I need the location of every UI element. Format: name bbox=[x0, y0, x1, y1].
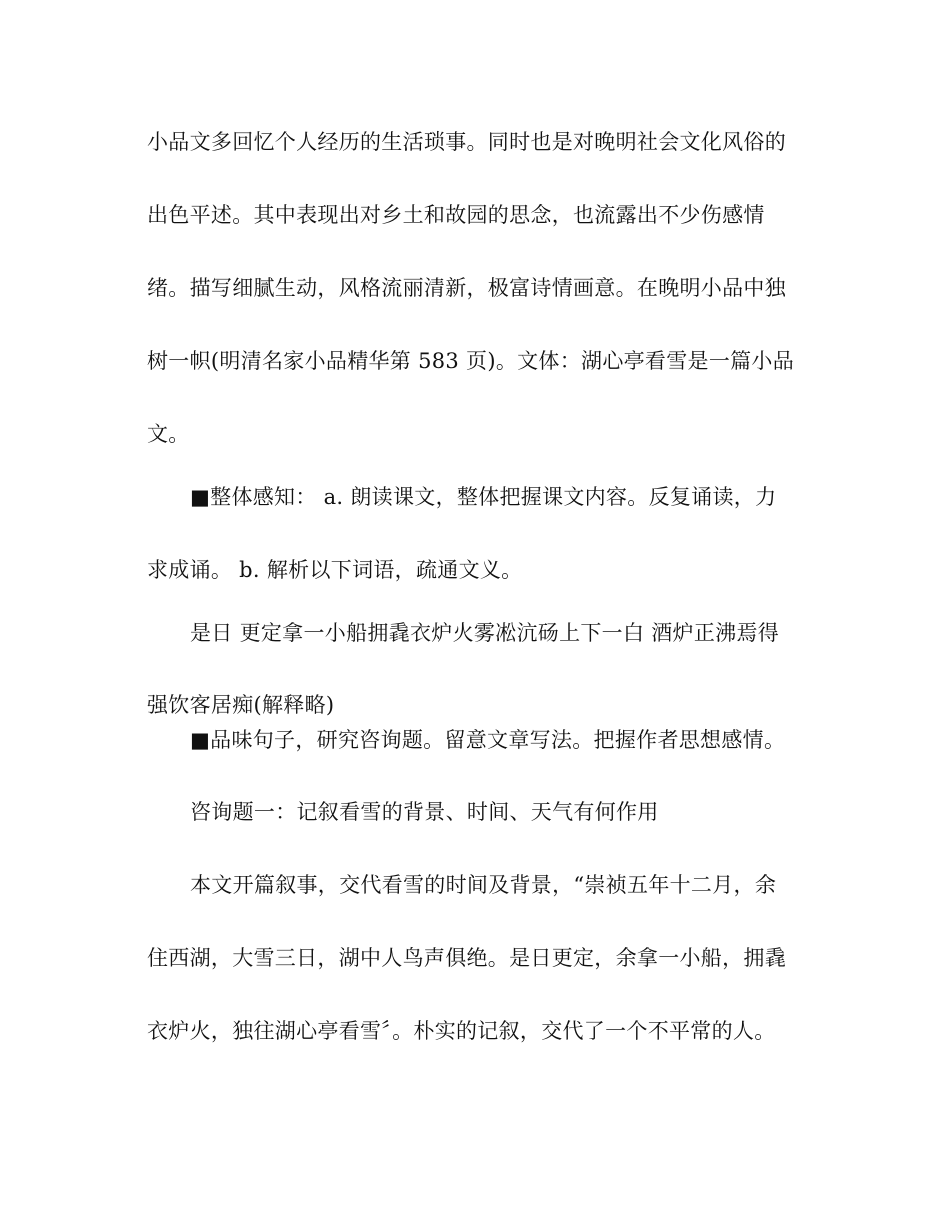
paragraph-line-2: 出色平述。其中表现出对乡土和故园的思念，也流露出不少伤感情 bbox=[147, 203, 765, 227]
vocabulary-line-1: 是日 更定拿一小船拥毳衣炉火雾凇沆砀上下一白 酒炉正沸焉得 bbox=[190, 621, 780, 645]
paragraph-line-4: 树一帜(明清名家小品精华第 583 页)。文体：湖心亭看雪是一篇小品 bbox=[147, 349, 795, 373]
answer-line-1: 本文开篇叙事，交代看雪的时间及背景，“崇祯五年十二月，余 bbox=[190, 873, 777, 897]
vocabulary-line-2: 强饮客居痴(解释略) bbox=[147, 693, 335, 717]
answer-line-3: 衣炉火，独往湖心亭看雪〞。朴实的记叙，交代了一个不平常的人。 bbox=[147, 1019, 776, 1043]
section-sentence-study: ■品味句子，研究咨询题。留意文章写法。把握作者思想感情。 bbox=[190, 728, 786, 752]
paragraph-line-5: 文。 bbox=[147, 422, 190, 446]
question-one-heading: 咨询题一：记叙看雪的背景、时间、天气有何作用 bbox=[190, 800, 659, 824]
paragraph-line-3: 绪。描写细腻生动，风格流丽清新，极富诗情画意。在晚明小品中独 bbox=[147, 276, 786, 300]
answer-line-2: 住西湖，大雪三日，湖中人鸟声俱绝。是日更定，余拿一小船，拥毳 bbox=[147, 946, 786, 970]
section-overall-perception: ■整体感知： a. 朗读课文，整体把握课文内容。反复诵读，力 bbox=[190, 485, 777, 509]
paragraph-line-1: 小品文多回忆个人经历的生活琐事。同时也是对晚明社会文化风俗的 bbox=[147, 130, 786, 154]
paragraph-line-7: 求成诵。 b. 解析以下词语，疏通文义。 bbox=[147, 558, 523, 582]
